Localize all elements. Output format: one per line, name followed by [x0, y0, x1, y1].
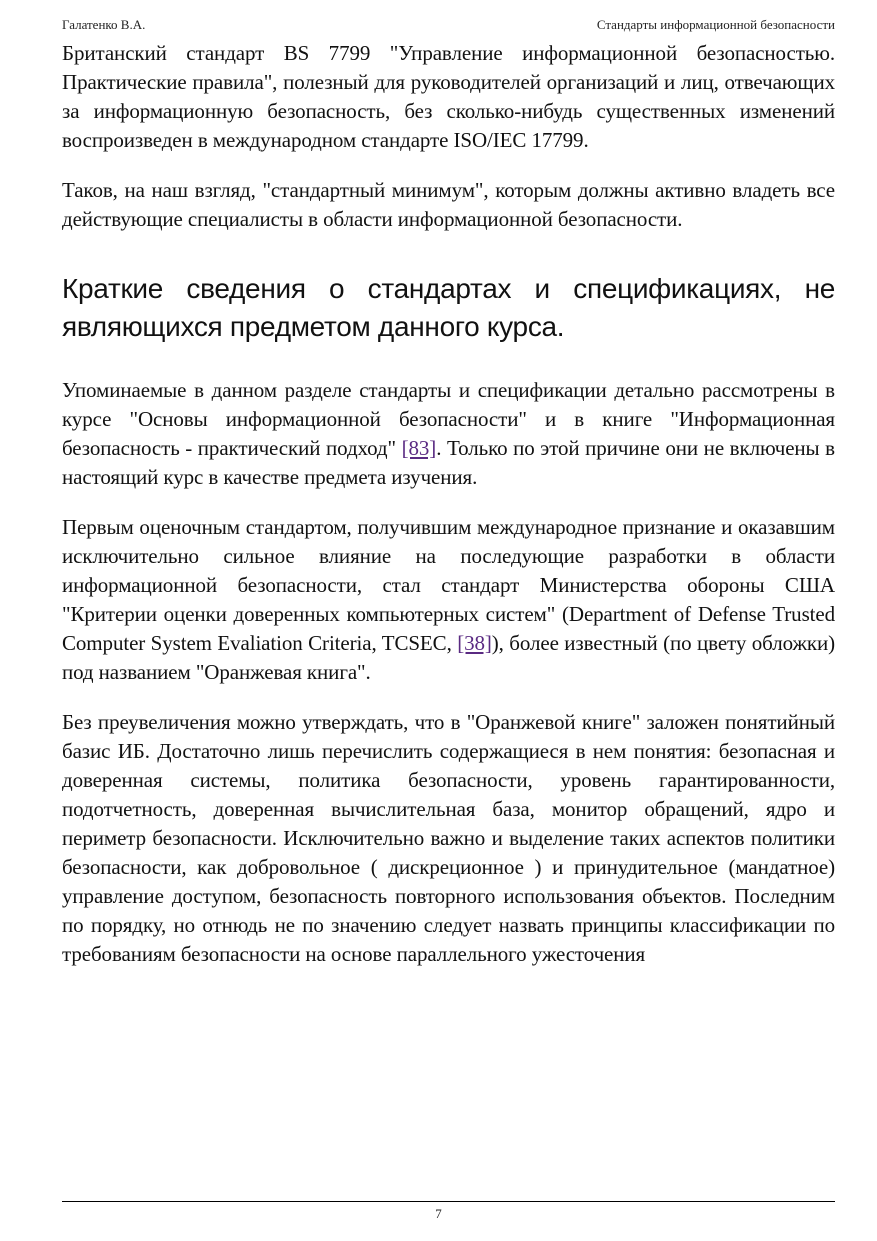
- paragraph-text: ), более известный (по цвету обложки) под названием "Оранжевая книга".: [62, 631, 835, 684]
- paragraph-orange-book: [62, 513, 835, 687]
- page-number: 7: [435, 1206, 442, 1221]
- reference-link-38[interactable]: [38]: [457, 631, 492, 655]
- reference-link-83[interactable]: [83]: [401, 436, 437, 460]
- header-title: Стандарты информационной безопасности: [596, 17, 835, 32]
- header-author: Галатенко В.А.: [62, 17, 146, 32]
- paragraph-bs7799: Британский стандарт BS 7799 "Управление информационной безопасностью. Практические правила", полезный для руководителей организаций и лиц, отвечающих за информационную безопасность, без сколько-нибудь существенных изменений воспроизведен в международном стандарте ISO/IEC 17799.: [62, 41, 835, 152]
- page-content: [62, 39, 835, 969]
- paragraph-text: Первым оценочным стандартом, получившим международное признание и оказавшим исключительно сильное влияние на последующие разработки в области информационной безопасности, стал стандарт Министерства обороны США "Критерии оценки доверенных компьютерных систем" (Department of Defense Trusted Computer System Evaliation Criteria, TCSEC,: [62, 515, 835, 655]
- paragraph-text: . Только по этой причине они не включены в настоящий курс в качестве предмета изучения.: [62, 436, 835, 489]
- page-header: [62, 15, 835, 35]
- paragraph-conceptual-basis: Без преувеличения можно утверждать, что в "Оранжевой книге" заложен понятийный базис ИБ. Достаточно лишь перечислить содержащиеся в нем понятия: безопасная и доверенная системы, политика безопасности, уровень гарантированности, подотчетность, доверенная вычислительная база, монитор обращений, ядро и периметр безопасности. Исключительно важно и выделение таких аспектов политики безопасности, как добровольное ( дискреционное ) и принудительное (мандатное) управление доступом, безопасность повторного использования объектов. Последним по порядку, но отнюдь не по значению следует назвать принципы классификации по требованиям безопасности на основе параллельного ужесточения: [62, 710, 835, 966]
- paragraph-text: Упоминаемые в данном разделе стандарты и спецификации детально рассмотрены в курсе "Основы информационной безопасности" и в книге "Информационная безопасность - практический подход": [62, 378, 835, 460]
- paragraph-standard-minimum: Таков, на наш взгляд, "стандартный минимум", которым должны активно владеть все действующие специалисты в области информационной безопасности.: [62, 178, 835, 231]
- paragraph-mentioned-standards: [62, 376, 835, 492]
- footer-divider: [62, 1201, 835, 1202]
- section-heading: Краткие сведения о стандартах и спецификациях, не являющихся предметом данного курса.: [62, 273, 835, 342]
